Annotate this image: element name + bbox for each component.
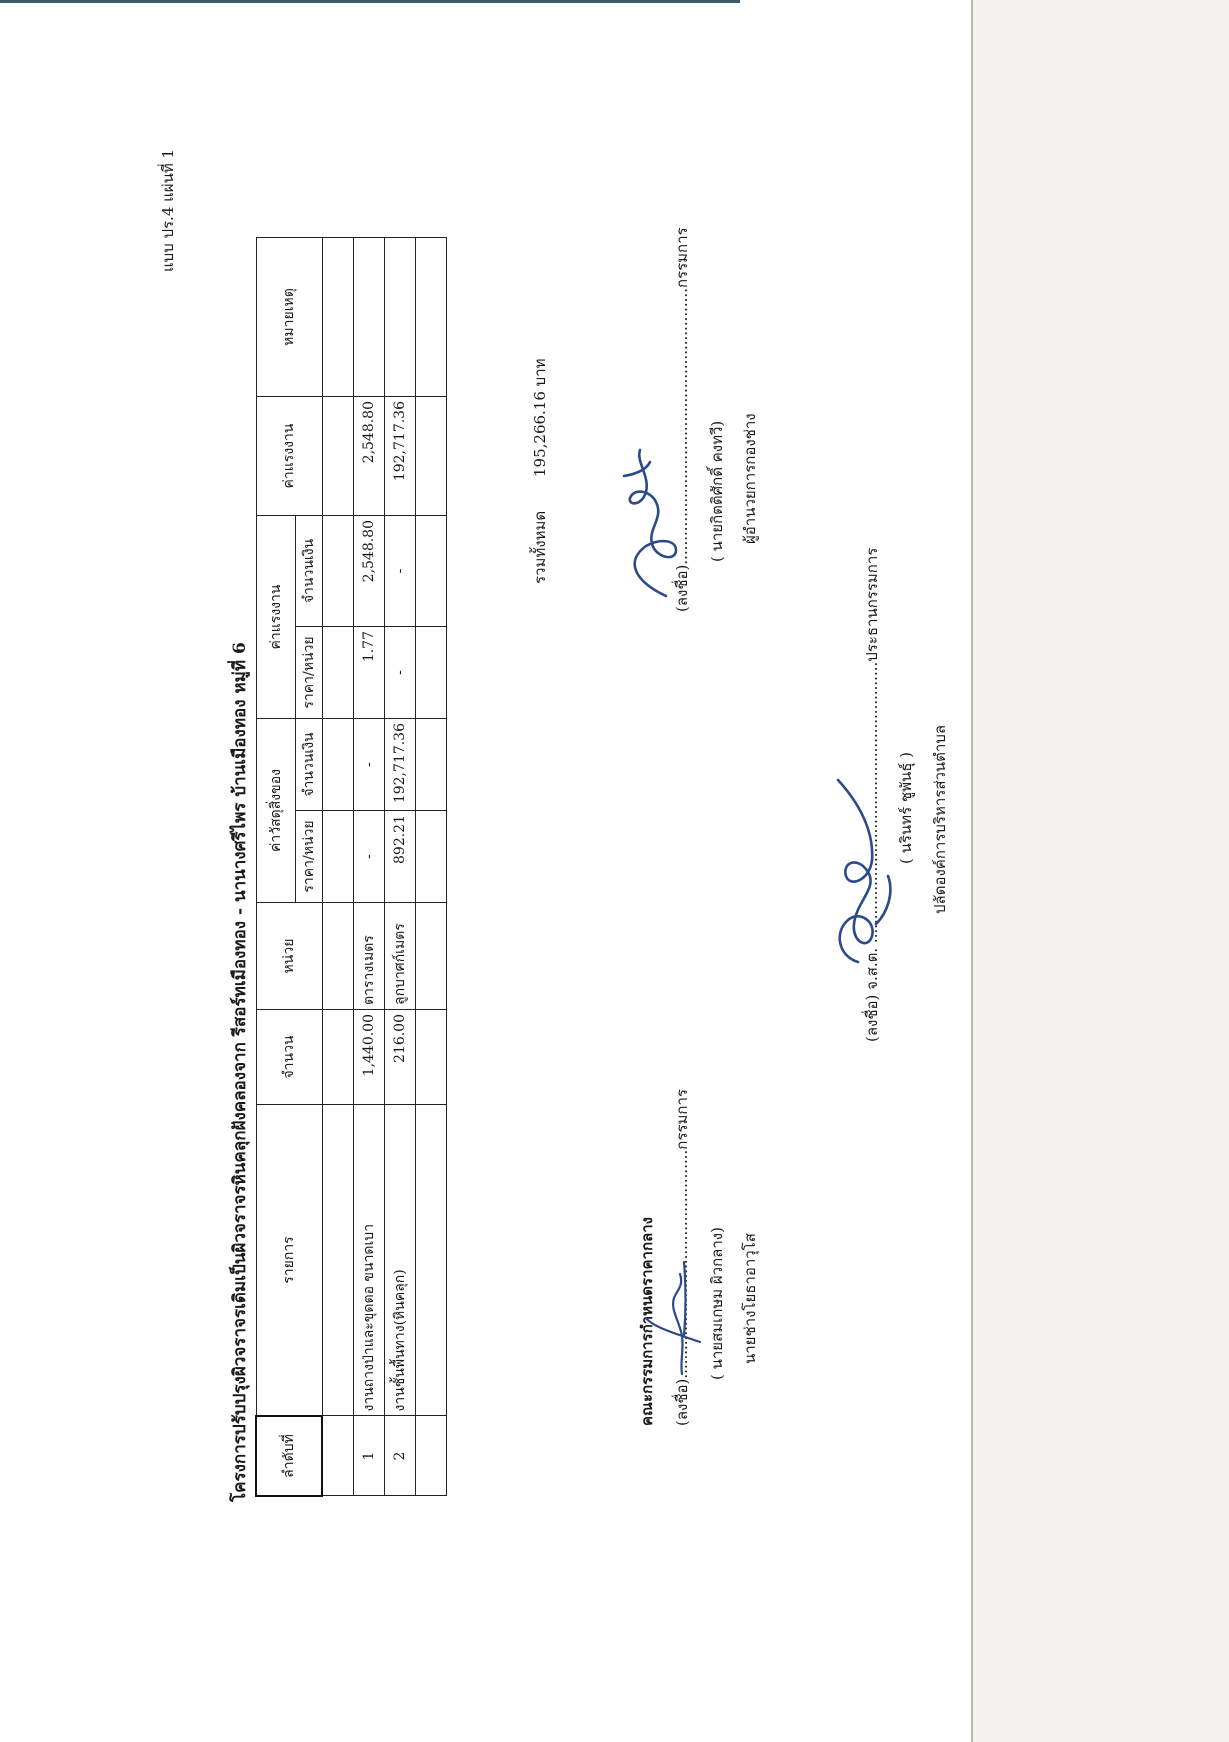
header-qty: จำนวน	[256, 1010, 322, 1105]
form-code: แบบ ปร.4 แผ่นที่ 1	[159, 148, 177, 272]
header-mat-amount: จำนวนเงิน	[295, 719, 322, 811]
row-remark	[385, 238, 416, 397]
row-lab-amount: 2,548.80	[354, 516, 385, 627]
row-qty: 1,440.00	[354, 1010, 385, 1105]
signer-position-3: ปลัดองค์การบริหารส่วนตำบล	[931, 724, 949, 914]
row-seq: 1	[354, 1416, 385, 1496]
document-title: โครงการปรับปรุงผิวจราจรเดิมเป็นผิวจราจรหินคลุกฝังคลองจาก รีสอร์ทเมืองทอง - นานางศรีไพร บ้านเมืองทอง หมู่ที่ 6	[230, 642, 250, 1502]
grand-total-value: 195,266.16 บาท	[531, 358, 549, 477]
header-lab-amount: จำนวนเงิน	[295, 516, 322, 627]
row-mat-price: 892.21	[385, 811, 416, 903]
table-row	[354, 238, 385, 1497]
row-item: งานชั้นพื้นทาง(หินคลุก)	[385, 1105, 416, 1417]
signer-name-1: ( นายสมเกษม ผิวกลาง)	[708, 1227, 726, 1380]
signature-line-3: (ลงชื่อ) จ.ส.ต. ...........................................................ประธานกรรมการ	[863, 547, 881, 1042]
table-row	[385, 238, 416, 1497]
row-lab-amount: -	[385, 516, 416, 627]
signature-line-1: (ลงชื่อ)................................................กรรมการ	[673, 1089, 691, 1426]
header-material: ค่าวัสดุสิ่งของ	[256, 719, 295, 903]
grand-total-label: รวมทั้งหมด	[531, 510, 549, 584]
header-remark: หมายเหตุ	[256, 238, 322, 397]
row-qty: 216.00	[385, 1010, 416, 1105]
table-row-empty	[322, 238, 354, 1497]
row-item: งานถางป่าและขุดตอ ขนาดเบา	[354, 1105, 385, 1417]
boq-table	[255, 237, 447, 1497]
signer-position-1: นายช่างโยธาอาวุโส	[741, 1233, 759, 1364]
table-header-row	[256, 238, 295, 1497]
header-seq: ลำดับที่	[256, 1416, 322, 1496]
row-unit: ตารางเมตร	[354, 903, 385, 1010]
header-labor: ค่าแรงงาน	[256, 516, 295, 719]
signer-position-2: ผู้อำนวยการกองช่าง	[741, 413, 759, 544]
table-row-empty	[416, 238, 447, 1497]
signer-name-3: ( นรินทร์ ชูพันธุ์ )	[897, 752, 915, 864]
row-remark	[354, 238, 385, 397]
header-item: รายการ	[256, 1105, 322, 1417]
signature-line-2: (ลงชื่อ)..........................................................กรรมการ	[673, 227, 691, 612]
header-unit: หน่วย	[256, 903, 322, 1010]
row-lab-price: -	[385, 627, 416, 719]
row-unit: ลูกบาศก์เมตร	[385, 903, 416, 1010]
row-mat-price: -	[354, 811, 385, 903]
row-mat-amount: -	[354, 719, 385, 811]
row-total: 2,548.80	[354, 397, 385, 516]
row-total: 192,717.36	[385, 397, 416, 516]
header-lab-unit-price: ราคา/หน่วย	[295, 627, 322, 719]
signer-name-2: ( นายกิตติศักดิ์ คงทวี)	[708, 420, 726, 562]
row-mat-amount: 192,717.36	[385, 719, 416, 811]
handwritten-signature-1	[640, 1252, 710, 1382]
row-seq: 2	[385, 1416, 416, 1496]
handwritten-signature-3	[828, 772, 918, 972]
handwritten-signature-2	[606, 442, 696, 602]
row-lab-price: 1.77	[354, 627, 385, 719]
scan-right-margin	[972, 0, 1229, 1742]
committee-title: คณะกรรมการกำหนดราคากลาง	[638, 1217, 656, 1426]
header-total: ค่าแรงงาน	[256, 397, 322, 516]
header-mat-unit-price: ราคา/หน่วย	[295, 811, 322, 903]
